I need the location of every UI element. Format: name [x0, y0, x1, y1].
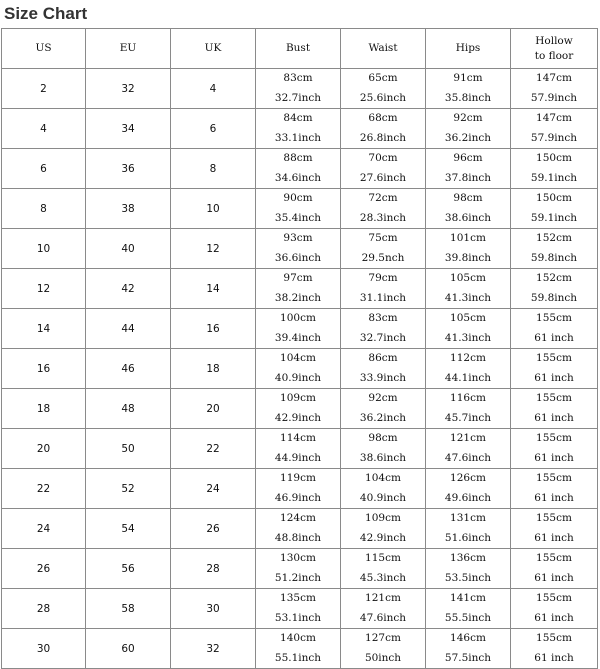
cell-waist — [341, 629, 426, 669]
cell-waist — [341, 69, 426, 109]
cell-waist-cm: 75cm — [368, 232, 398, 244]
cell-bust-inch: 32.7inch — [274, 92, 322, 104]
cell-bust — [256, 69, 341, 109]
cell-bust-cm: 119cm — [280, 472, 316, 484]
cell-waist-inch: 40.9inch — [359, 492, 407, 504]
cell-hollow — [511, 109, 598, 149]
cell-hollow-inch: 59.8inch — [530, 252, 578, 264]
cell-hollow-inch: 61 inch — [534, 532, 574, 544]
cell-waist-inch: 25.6inch — [359, 92, 407, 104]
cell-waist-cm: 98cm — [368, 432, 398, 444]
cell-hips-cm: 131cm — [450, 512, 486, 524]
cell-bust-inch: 42.9inch — [274, 412, 322, 424]
cell-bust-inch: 53.1inch — [274, 612, 322, 624]
cell-bust-cm: 83cm — [283, 72, 313, 84]
cell-hollow-inch: 61 inch — [534, 372, 574, 384]
cell-hollow-inch: 61 inch — [534, 492, 574, 504]
cell-bust-cm: 97cm — [283, 272, 313, 284]
cell-bust — [256, 269, 341, 309]
cell-hips — [426, 109, 511, 149]
cell-uk: 28 — [171, 549, 256, 589]
cell-hips-inch: 37.8inch — [444, 172, 492, 184]
cell-us: 6 — [2, 149, 86, 189]
cell-waist-inch: 27.6inch — [359, 172, 407, 184]
cell-hips-cm: 92cm — [453, 112, 483, 124]
cell-waist — [341, 349, 426, 389]
cell-us: 10 — [2, 229, 86, 269]
cell-bust-inch: 40.9inch — [274, 372, 322, 384]
table-row — [2, 589, 598, 629]
cell-hips-inch: 53.5inch — [444, 572, 492, 584]
cell-waist — [341, 269, 426, 309]
cell-waist-cm: 86cm — [368, 352, 398, 364]
cell-waist-cm: 127cm — [365, 632, 401, 644]
cell-bust-inch: 39.4inch — [274, 332, 322, 344]
cell-waist-cm: 109cm — [365, 512, 401, 524]
cell-uk: 20 — [171, 389, 256, 429]
cell-hips-cm: 96cm — [453, 152, 483, 164]
cell-waist-inch: 32.7inch — [359, 332, 407, 344]
cell-bust-cm: 140cm — [280, 632, 316, 644]
cell-hollow-cm: 155cm — [536, 592, 572, 604]
cell-hollow-cm: 147cm — [536, 112, 572, 124]
cell-bust — [256, 429, 341, 469]
cell-waist — [341, 229, 426, 269]
cell-waist-inch: 31.1inch — [359, 292, 407, 304]
cell-hips-inch: 41.3inch — [444, 292, 492, 304]
cell-hollow — [511, 509, 598, 549]
cell-eu: 54 — [86, 509, 171, 549]
cell-hips — [426, 309, 511, 349]
cell-hollow-cm: 155cm — [536, 352, 572, 364]
header-row — [2, 29, 598, 69]
cell-us: 24 — [2, 509, 86, 549]
cell-bust — [256, 549, 341, 589]
cell-waist — [341, 149, 426, 189]
cell-hollow-inch: 59.8inch — [530, 292, 578, 304]
cell-eu: 50 — [86, 429, 171, 469]
cell-uk: 6 — [171, 109, 256, 149]
cell-bust — [256, 109, 341, 149]
cell-hips-inch: 38.6inch — [444, 212, 492, 224]
header-hollow-to-floor — [511, 29, 598, 69]
cell-uk: 30 — [171, 589, 256, 629]
table-row — [2, 69, 598, 109]
header-uk: UK — [171, 29, 256, 69]
cell-hollow — [511, 189, 598, 229]
cell-uk: 4 — [171, 69, 256, 109]
cell-hips — [426, 149, 511, 189]
cell-waist-cm: 79cm — [368, 272, 398, 284]
cell-hips-inch: 45.7inch — [444, 412, 492, 424]
cell-hips-inch: 39.8inch — [444, 252, 492, 264]
cell-bust-inch: 38.2inch — [274, 292, 322, 304]
cell-hollow-cm: 147cm — [536, 72, 572, 84]
cell-hips-cm: 112cm — [450, 352, 486, 364]
cell-waist-inch: 47.6inch — [359, 612, 407, 624]
cell-bust-inch: 35.4inch — [274, 212, 322, 224]
cell-bust-cm: 93cm — [283, 232, 313, 244]
header-bust: Bust — [256, 29, 341, 69]
cell-hollow-inch: 57.9inch — [530, 132, 578, 144]
cell-waist-cm: 121cm — [365, 592, 401, 604]
cell-us: 12 — [2, 269, 86, 309]
cell-hollow-cm: 150cm — [536, 192, 572, 204]
cell-hollow — [511, 549, 598, 589]
cell-hips — [426, 429, 511, 469]
header-hollow-line1: Hollow — [535, 34, 573, 47]
cell-uk: 10 — [171, 189, 256, 229]
cell-waist-inch: 26.8inch — [359, 132, 407, 144]
cell-hollow-cm: 155cm — [536, 552, 572, 564]
cell-us: 22 — [2, 469, 86, 509]
header-waist: Waist — [341, 29, 426, 69]
cell-hollow-cm: 155cm — [536, 512, 572, 524]
cell-hollow-inch: 61 inch — [534, 452, 574, 464]
cell-hips-inch: 36.2inch — [444, 132, 492, 144]
cell-eu: 38 — [86, 189, 171, 229]
cell-waist-inch: 28.3inch — [359, 212, 407, 224]
cell-bust-cm: 84cm — [283, 112, 313, 124]
cell-uk: 18 — [171, 349, 256, 389]
cell-hips-inch: 44.1inch — [444, 372, 492, 384]
cell-bust-cm: 100cm — [280, 312, 316, 324]
cell-waist-inch: 42.9inch — [359, 532, 407, 544]
header-eu: EU — [86, 29, 171, 69]
cell-hollow-inch: 61 inch — [534, 332, 574, 344]
header-hips: Hips — [426, 29, 511, 69]
cell-waist-cm: 115cm — [365, 552, 401, 564]
cell-waist — [341, 309, 426, 349]
cell-eu: 52 — [86, 469, 171, 509]
page-title: Size Chart — [4, 4, 88, 23]
cell-hips-inch: 55.5inch — [444, 612, 492, 624]
cell-uk: 24 — [171, 469, 256, 509]
cell-eu: 40 — [86, 229, 171, 269]
cell-bust-inch: 46.9inch — [274, 492, 322, 504]
cell-hollow-cm: 152cm — [536, 272, 572, 284]
cell-hips-cm: 105cm — [450, 272, 486, 284]
table-row — [2, 389, 598, 429]
cell-hollow — [511, 429, 598, 469]
cell-bust — [256, 389, 341, 429]
cell-waist — [341, 589, 426, 629]
cell-uk: 16 — [171, 309, 256, 349]
cell-us: 4 — [2, 109, 86, 149]
cell-us: 8 — [2, 189, 86, 229]
cell-waist-inch: 33.9inch — [359, 372, 407, 384]
size-chart-table — [1, 28, 598, 669]
cell-bust — [256, 589, 341, 629]
cell-waist — [341, 109, 426, 149]
size-rows — [2, 69, 598, 669]
table-row — [2, 269, 598, 309]
cell-waist — [341, 469, 426, 509]
cell-hollow-cm: 155cm — [536, 432, 572, 444]
cell-bust-cm: 90cm — [283, 192, 313, 204]
cell-hollow-cm: 152cm — [536, 232, 572, 244]
cell-waist-inch: 29.5nch — [361, 252, 405, 264]
cell-bust-inch: 33.1inch — [274, 132, 322, 144]
cell-hollow-inch: 61 inch — [534, 572, 574, 584]
table-row — [2, 549, 598, 589]
header-us: US — [2, 29, 86, 69]
cell-bust-inch: 48.8inch — [274, 532, 322, 544]
cell-waist-inch: 36.2inch — [359, 412, 407, 424]
cell-bust — [256, 149, 341, 189]
cell-eu: 42 — [86, 269, 171, 309]
cell-eu: 56 — [86, 549, 171, 589]
cell-waist-cm: 70cm — [368, 152, 398, 164]
cell-bust — [256, 229, 341, 269]
cell-eu: 48 — [86, 389, 171, 429]
cell-hollow — [511, 309, 598, 349]
cell-waist — [341, 429, 426, 469]
cell-hips-inch: 51.6inch — [444, 532, 492, 544]
cell-hips-cm: 105cm — [450, 312, 486, 324]
cell-us: 16 — [2, 349, 86, 389]
cell-hips-cm: 116cm — [450, 392, 486, 404]
cell-hollow-inch: 59.1inch — [530, 172, 578, 184]
cell-eu: 36 — [86, 149, 171, 189]
cell-hollow-inch: 61 inch — [534, 652, 574, 664]
table-row — [2, 429, 598, 469]
cell-eu: 60 — [86, 629, 171, 669]
cell-hollow-cm: 150cm — [536, 152, 572, 164]
cell-eu: 58 — [86, 589, 171, 629]
cell-us: 26 — [2, 549, 86, 589]
cell-hips — [426, 389, 511, 429]
cell-waist-cm: 92cm — [368, 392, 398, 404]
cell-hollow-cm: 155cm — [536, 632, 572, 644]
cell-bust — [256, 629, 341, 669]
cell-hips-cm: 98cm — [453, 192, 483, 204]
cell-hollow-inch: 57.9inch — [530, 92, 578, 104]
cell-uk: 32 — [171, 629, 256, 669]
cell-us: 2 — [2, 69, 86, 109]
cell-bust — [256, 309, 341, 349]
cell-hips — [426, 69, 511, 109]
table-row — [2, 309, 598, 349]
cell-uk: 26 — [171, 509, 256, 549]
table-row — [2, 629, 598, 669]
cell-hollow — [511, 469, 598, 509]
header-hollow-line2: to floor — [534, 49, 574, 62]
table-row — [2, 109, 598, 149]
cell-hips-inch: 35.8inch — [444, 92, 492, 104]
cell-hollow-cm: 155cm — [536, 312, 572, 324]
cell-uk: 14 — [171, 269, 256, 309]
cell-bust — [256, 469, 341, 509]
cell-hips — [426, 229, 511, 269]
cell-bust — [256, 509, 341, 549]
cell-hollow-inch: 59.1inch — [530, 212, 578, 224]
cell-hollow-inch: 61 inch — [534, 412, 574, 424]
cell-hips-cm: 146cm — [450, 632, 486, 644]
cell-hips-cm: 126cm — [450, 472, 486, 484]
cell-uk: 12 — [171, 229, 256, 269]
cell-waist — [341, 509, 426, 549]
cell-eu: 34 — [86, 109, 171, 149]
cell-bust — [256, 189, 341, 229]
cell-uk: 8 — [171, 149, 256, 189]
cell-bust-cm: 124cm — [280, 512, 316, 524]
cell-bust — [256, 349, 341, 389]
cell-uk: 22 — [171, 429, 256, 469]
cell-waist-inch: 38.6inch — [359, 452, 407, 464]
cell-hips — [426, 549, 511, 589]
cell-us: 28 — [2, 589, 86, 629]
cell-hips-cm: 101cm — [450, 232, 486, 244]
table-row — [2, 509, 598, 549]
cell-waist-inch: 45.3inch — [359, 572, 407, 584]
cell-eu: 32 — [86, 69, 171, 109]
cell-hips-cm: 141cm — [450, 592, 486, 604]
cell-bust-inch: 55.1inch — [274, 652, 322, 664]
cell-hollow — [511, 69, 598, 109]
cell-bust-inch: 36.6inch — [274, 252, 322, 264]
cell-bust-cm: 109cm — [280, 392, 316, 404]
cell-hollow-cm: 155cm — [536, 472, 572, 484]
table-row — [2, 349, 598, 389]
table-row — [2, 469, 598, 509]
cell-bust-cm: 135cm — [280, 592, 316, 604]
cell-hips-inch: 41.3inch — [444, 332, 492, 344]
cell-hollow — [511, 389, 598, 429]
cell-hips-cm: 136cm — [450, 552, 486, 564]
cell-hips — [426, 469, 511, 509]
table-row — [2, 149, 598, 189]
cell-waist — [341, 389, 426, 429]
cell-hips-inch: 47.6inch — [444, 452, 492, 464]
cell-hips — [426, 589, 511, 629]
cell-bust-inch: 44.9inch — [274, 452, 322, 464]
cell-hips-cm: 121cm — [450, 432, 486, 444]
cell-hollow — [511, 629, 598, 669]
cell-us: 14 — [2, 309, 86, 349]
cell-hollow-inch: 61 inch — [534, 612, 574, 624]
table-row — [2, 189, 598, 229]
cell-bust-cm: 104cm — [280, 352, 316, 364]
cell-bust-cm: 88cm — [283, 152, 313, 164]
cell-waist-cm: 68cm — [368, 112, 398, 124]
cell-hollow — [511, 149, 598, 189]
cell-hips — [426, 349, 511, 389]
cell-hips — [426, 189, 511, 229]
cell-us: 20 — [2, 429, 86, 469]
cell-hips-cm: 91cm — [453, 72, 483, 84]
cell-waist-cm: 104cm — [365, 472, 401, 484]
cell-bust-inch: 34.6inch — [274, 172, 322, 184]
cell-bust-cm: 114cm — [280, 432, 316, 444]
cell-us: 30 — [2, 629, 86, 669]
cell-waist-cm: 65cm — [368, 72, 398, 84]
cell-hips — [426, 629, 511, 669]
cell-waist-cm: 72cm — [368, 192, 398, 204]
cell-us: 18 — [2, 389, 86, 429]
cell-bust-cm: 130cm — [280, 552, 316, 564]
cell-hips-inch: 49.6inch — [444, 492, 492, 504]
cell-hollow — [511, 589, 598, 629]
cell-hollow-cm: 155cm — [536, 392, 572, 404]
cell-waist — [341, 189, 426, 229]
cell-eu: 44 — [86, 309, 171, 349]
table-row — [2, 229, 598, 269]
cell-hollow — [511, 269, 598, 309]
cell-hollow — [511, 349, 598, 389]
cell-bust-inch: 51.2inch — [274, 572, 322, 584]
cell-eu: 46 — [86, 349, 171, 389]
cell-waist-inch: 50inch — [364, 652, 402, 664]
cell-hollow — [511, 229, 598, 269]
cell-hips — [426, 269, 511, 309]
cell-waist — [341, 549, 426, 589]
cell-waist-cm: 83cm — [368, 312, 398, 324]
cell-hips-inch: 57.5inch — [444, 652, 492, 664]
cell-hips — [426, 509, 511, 549]
